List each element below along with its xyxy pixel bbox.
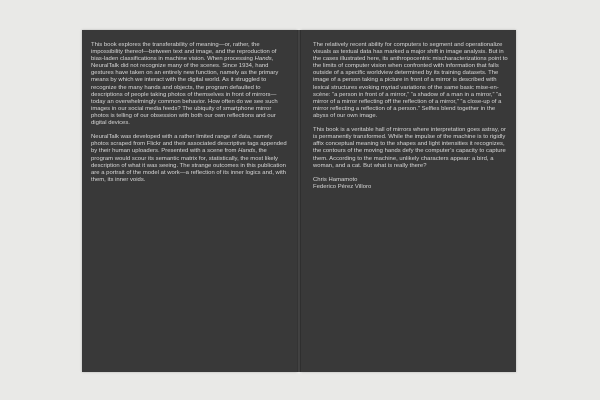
left-page <box>82 30 297 372</box>
author-name: Federico Pérez Villoro <box>313 183 372 190</box>
paragraph-text: , NeuralTalk did not recognize many of the scenes. Since 1934, hand gestures have taken on an entirely new function, namely as the primary means by which we interact with the digital world. As it struggled to recognize the many hands and objects, the program defaulted to descriptions of people taking photos of themselves in front of mirrors—today an overwhelmingly common behavior. How often do we see such images in our social media feeds? The ubiquity of smartphone mirror photos is telling of our obsession with both our own reflections and our digital devices. <box>91 56 279 127</box>
left-paragraph-2 <box>91 134 289 184</box>
italic-title: Hands <box>238 148 256 155</box>
paragraph-text: , the program would scour its semantic matrix for, statistically, the most likely description of what it was seeing. The strange outcomes in this publication are a portrait of the model at work—a reflection of its inner logics and, with them, its inner voids. <box>91 148 287 183</box>
left-paragraph-1 <box>91 42 289 127</box>
paragraph-text: This book explores the transferability of meaning—or, rather, the impossibility thereof—between text and image, and the reproduction of bias-laden classifications in machine vision. When processing <box>91 42 277 63</box>
italic-title: Hands <box>254 56 272 63</box>
paragraph-text: NeuralTalk was developed with a rather limited range of data, namely photos scraped from Flickr and their associated descriptive tags appended by their human uploaders. Presented with a scene from <box>91 134 287 155</box>
author-signature <box>313 177 509 191</box>
right-paragraph-2: This book is a veritable hall of mirrors where interpretation goes astray, or is permanently transformed. While the impulse of the machine is to rigidly affix conceptual meaning to the shapes and light intensities it recognizes, the contours of the moving hands defy the computer’s capacity to capture them. According to the machine, unlikely characters appear: a bird, a woman, and a cat. But what is really there? <box>313 127 506 169</box>
left-page-text <box>91 42 289 191</box>
right-page <box>301 30 516 372</box>
right-page-text <box>313 42 509 191</box>
author-name: Chris Hamamoto <box>313 176 358 183</box>
right-paragraph-1: The relatively recent ability for computers to segment and operationalize visuals as textual data has marked a major shift in image analysis. But in the cases illustrated here, its anthropocentric mischaracterizations point to the limits of computer vision when confronted with information that falls outside of a specific worldview determined by its training datasets. The image of a person taking a picture in front of a mirror is described with lexical structures evoking myriad variations of the same basic mise-en-scène: “a person in front of a mirror,” “a shadow of a man in a mirror,” “a mirror of a mirror reflecting off the reflection of a mirror,” “a close-up of a mirror reflecting a reflection of a person.” Selfies blend together in the abyss of our own image. <box>313 42 508 119</box>
